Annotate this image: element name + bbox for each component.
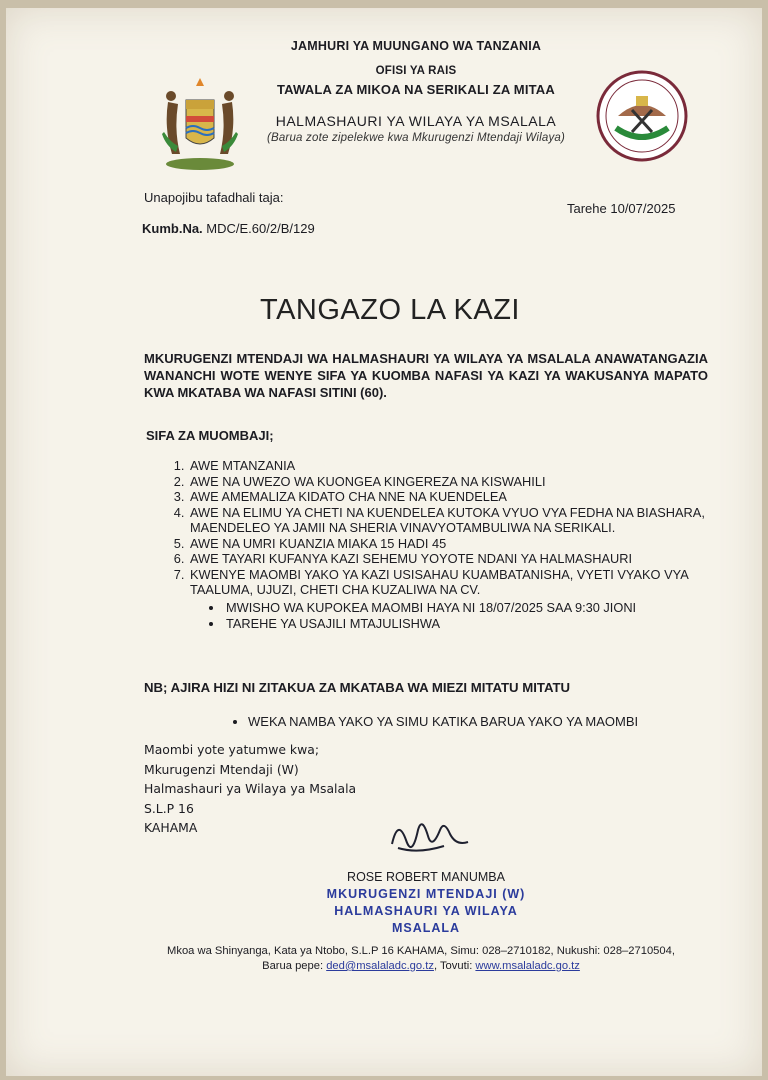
list-item: 5. AWE NA UMRI KUANZIA MIAKA 15 HADI 45 [188,536,728,552]
nb-note: NB; AJIRA HIZI NI ZITAKUA ZA MKATABA WA MIEZI MITATU MITATU [144,680,571,695]
page-title: TANGAZO LA KAZI [260,294,520,326]
header-address-note: (Barua zote zipelekwe kwa Mkurugenzi Mtendaji Wilaya) [266,132,566,144]
reference-label: Kumb.Na. [142,221,203,236]
address-line: Mkurugenzi Mtendaji (W) [144,761,299,777]
email-label: Barua pepe: [262,960,324,972]
intro-paragraph: MKURUGENZI MTENDAJI WA HALMASHAURI YA WILAYA YA MSALALA ANAWATANGAZIA WANANCHI WOTE WENYE SIFA YA KUOMBA NAFASI YA KAZI YA WAKUSANYA MAPATO KWA MKATABA WA NAFASI SITINI (60). [144,351,708,400]
list-item: • MWISHO WA KUPOKEA MAOMBI HAYA NI 18/07/2025 SAA 9:30 JIONI [224,600,728,616]
website-link[interactable]: www.msalaladc.go.tz [475,960,580,972]
list-item [188,567,728,632]
letter-date: Tarehe 10/07/2025 [567,201,676,216]
header-council: HALMASHAURI YA WILAYA YA MSALALA [275,113,557,129]
reference-number [142,221,315,236]
qualifications-heading: SIFA ZA MUOMBAJI; [146,428,274,443]
list-item: • WEKA NAMBA YAKO YA SIMU KATIKA BARUA YAKO YA MAOMBI [248,714,638,729]
signature-scribble [384,814,476,864]
address-line: Halmashauri ya Wilaya ya Msalala [144,781,357,796]
web-label: , Tovuti: [433,960,473,972]
application-address [144,740,356,838]
email-link[interactable]: ded@msalaladc.go.tz [326,960,434,972]
header-republic: JAMHURI YA MUUNGANO WA TANZANIA [290,39,542,53]
signatory-name: ROSE ROBERT MANUMBA [347,870,505,884]
qualifications-list [166,458,728,632]
list-item: 2. AWE NA UWEZO WA KUONGEA KINGEREZA NA KISWAHILI [188,474,728,490]
stamp-council: HALMASHAURI YA WILAYA [334,904,518,918]
official-stamp [306,886,546,937]
footer-address-line: Mkoa wa Shinyanga, Kata ya Ntobo, S.L.P 16 KAHAMA, Simu: 028–2710182, Nukushi: 028–2710504, [167,945,675,957]
address-line: KAHAMA [144,820,198,835]
stamp-title: MKURUGENZI MTENDAJI (W) [326,887,526,901]
reply-note: Unapojibu tafadhali taja: [144,190,284,205]
list-item: 4. AWE NA ELIMU YA CHETI NA KUENDELEA KUTOKA VYUO VYA FEDHA NA BIASHARA, MAENDELEO YA JAMII NA SHERIA VINAVYOTAMBULIWA NA SERIKALI. [188,505,728,536]
header-ministry: TAWALA ZA MIKOA NA SERIKALI ZA MITAA [276,82,555,97]
letter-page [6,8,762,1076]
deadline-list [190,600,728,632]
list-item: • TAREHE YA USAJILI MTAJULISHWA [224,616,728,632]
header-office: OFISI YA RAIS [375,65,457,77]
stamp-district: MSALALA [391,921,461,935]
footer-contacts [126,944,716,974]
footer-links-line [126,959,716,974]
phone-note-list [228,714,638,729]
address-line: S.L.P 16 [144,800,194,816]
reference-value: MDC/E.60/2/B/129 [206,221,315,236]
list-item: 1. AWE MTANZANIA [188,458,728,474]
address-line: Maombi yote yatumwe kwa; [144,742,319,757]
list-item: 3. AWE AMEMALIZA KIDATO CHA NNE NA KUENDELEA [188,489,728,505]
list-item: 6. AWE TAYARI KUFANYA KAZI SEHEMU YOYOTE NDANI YA HALMASHAURI [188,551,728,567]
list-item-text: KWENYE MAOMBI YAKO YA KAZI USISAHAU KUAMBATANISHA, VYETI VYAKO VYA TAALUMA, UJUZI, CHETI CHA KUZALIWA NA CV. [190,566,689,597]
